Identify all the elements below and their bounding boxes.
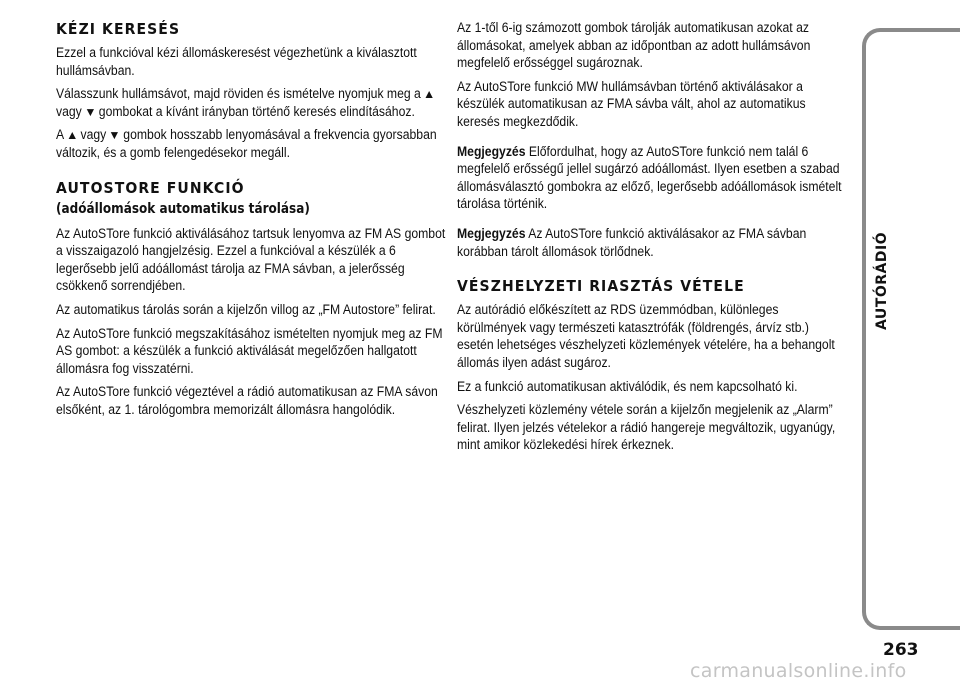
note-label: Megjegyzés [457, 225, 526, 242]
note-paragraph: Megjegyzés Előfordulhat, hogy az AutoSTore funkció nem talál 6 megfelelő erősségű jellel sugárzó adóállomást. Ilyen esetben a szabad állomásválasztó gombokra az előző, legerősebb adóállomások ismételt tárolása történik. [457, 143, 842, 213]
heading-autostore: AUTOSTORE FUNKCIÓ [56, 178, 245, 197]
heading-emergency: VÉSZHELYZETI RIASZTÁS VÉTELE [457, 277, 745, 296]
paragraph: Vészhelyzeti közlemény vétele során a kijelzőn megjelenik az „Alarm” felirat. Ilyen jelzés vételekor a rádió hangereje megváltozik, ugyanúgy, mint amikor közlekedési hírek érkeznek. [457, 402, 836, 454]
left-column [56, 20, 447, 426]
note-paragraph: Megjegyzés Az AutoSTore funkció aktiválásakor az FMA sávban korábban tárolt állomások törlődnek. [457, 225, 807, 260]
page-number: 263 [883, 640, 919, 660]
paragraph: Az AutoSTore funkció aktiválásához tartsuk lenyomva az FM AS gombot a visszaigazoló hangjelzésig. Ezzel a funkcióval a készülék a 6 legerősebb jelű adóállomást tárolja az FMA sávban, a jelerősség csökkenő sorrendjében. [56, 225, 446, 295]
heading-manual-search: KÉZI KERESÉS [56, 20, 181, 38]
right-column [457, 20, 848, 461]
paragraph: Ezzel a funkcióval kézi állomáskeresést végezhetünk a kiválasztott hullámsávban. [56, 45, 417, 79]
subheading-autostore: (adóállomások automatikus tárolása) [56, 200, 310, 217]
paragraph: Az 1-től 6-ig számozott gombok tárolják automatikusan azokat az állomásokat, amelyek abban az időpontban az adott hullámsávon megfelelő erősséggel sugároznak. [457, 20, 811, 72]
paragraph: Az automatikus tárolás során a kijelzőn villog az „FM Autostore” felirat. [56, 301, 436, 318]
paragraph: A ▲ vagy ▼ gombok hosszabb lenyomásával a frekvencia gyorsabban változik, és a gomb felengedésekor megáll. [56, 127, 437, 161]
section-tab-label: AUTÓRÁDIÓ [874, 231, 890, 330]
paragraph: Az AutoSTore funkció megszakításához ismételten nyomjuk meg az FM AS gombot: a készülék a funkció aktiválását megelőzően hallgatott állomásra fog visszatérni. [56, 325, 443, 377]
up-triangle-icon: ▲ [423, 87, 436, 102]
note-label: Megjegyzés [457, 143, 526, 160]
paragraph: Ez a funkció automatikusan aktiválódik, és nem kapcsolható ki. [457, 378, 798, 395]
paragraph: Az AutoSTore funkció végeztével a rádió automatikusan az FMA sávon elsőként, az 1. tárológombra memorizált állomásra hangolódik. [56, 384, 438, 418]
paragraph: Válasszunk hullámsávot, majd röviden és ismételve nyomjuk meg a ▲ vagy ▼ gombokat a kívánt irányban történő keresés elindításához. [56, 86, 436, 120]
down-triangle-icon: ▼ [108, 128, 121, 143]
paragraph: Az autórádió előkészített az RDS üzemmódban, különleges körülmények vagy természeti katasztrófák (földrengés, árvíz stb.) esetén lehetséges vészhelyzeti közlemények vételére, ha a behangolt állomás ilyen adást sugároz. [457, 302, 835, 371]
up-triangle-icon: ▲ [65, 128, 79, 143]
down-triangle-icon: ▼ [84, 104, 97, 119]
watermark: carmanualsonline.info [690, 660, 907, 682]
paragraph: Az AutoSTore funkció MW hullámsávban történő aktiválásakor a készülék automatikusan az FMA sávba vált, ahol az automatikus keresés megkezdődik. [457, 78, 806, 130]
